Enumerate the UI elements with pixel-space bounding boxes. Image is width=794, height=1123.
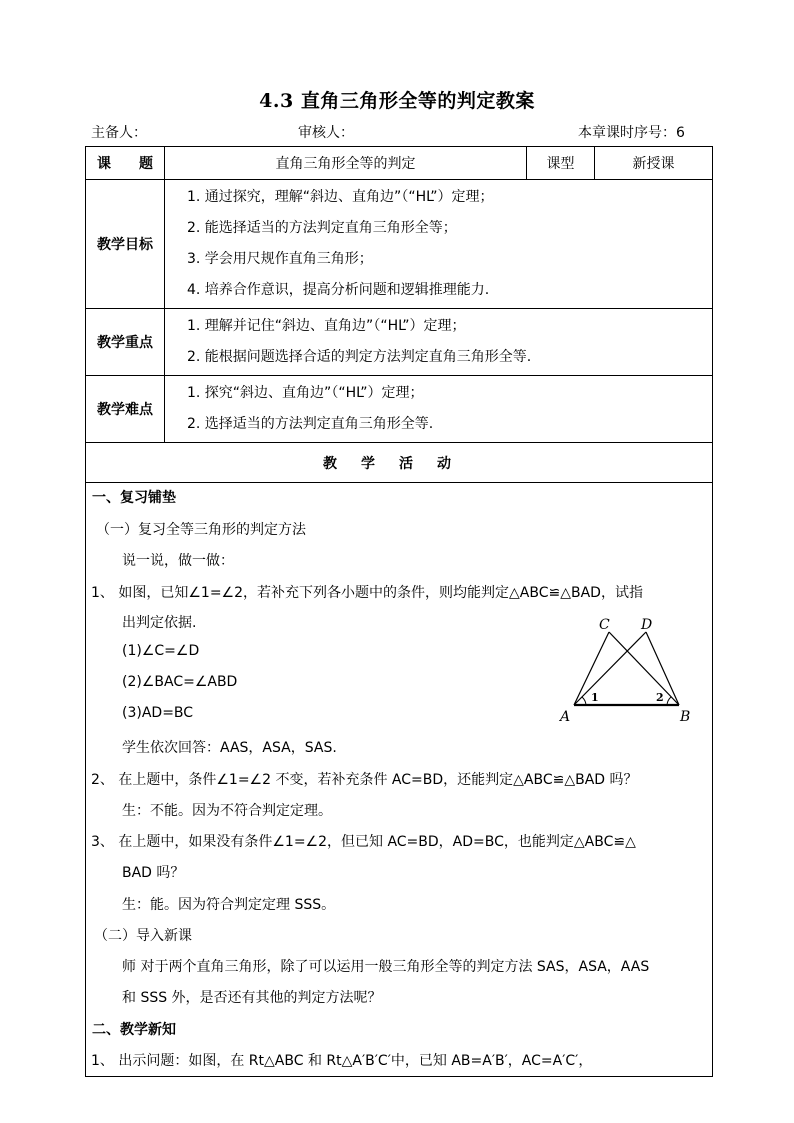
difficulty-item: 2. 选择适当的方法判定直角三角形全等. bbox=[187, 416, 434, 432]
label-a: A bbox=[560, 709, 571, 725]
teacher-line: 师 对于两个直角三角形，除了可以运用一般三角形全等的判定方法 SAS，ASA，AAS bbox=[122, 959, 650, 975]
preparer-label: 主备人： bbox=[91, 125, 147, 141]
segment-ad bbox=[574, 632, 646, 705]
activity-line: 说一说，做一做： bbox=[122, 553, 234, 569]
difficulties-label: 教学难点 bbox=[86, 376, 165, 443]
activities-body bbox=[86, 483, 713, 1077]
condition-1: (1)∠C=∠D bbox=[122, 643, 200, 659]
goals-list bbox=[165, 180, 713, 309]
key-points-label: 教学重点 bbox=[86, 309, 165, 376]
topic-row bbox=[86, 147, 713, 180]
goal-item: 4. 培养合作意识，提高分析问题和逻辑推理能力. bbox=[187, 282, 490, 298]
goal-item: 3. 学会用尺规作直角三角形； bbox=[187, 251, 373, 267]
goals-label: 教学目标 bbox=[86, 180, 165, 309]
key-point-item: 1. 理解并记住“斜边、直角边”（“HL”）定理； bbox=[187, 318, 466, 334]
section-heading: 一、复习铺垫 bbox=[92, 490, 176, 506]
label-b: B bbox=[680, 709, 691, 725]
answer-3: 生：能。因为符合判定定理 SSS。 bbox=[122, 897, 336, 913]
angle-1-arc bbox=[582, 697, 586, 705]
difficulties-list bbox=[165, 376, 713, 443]
activities-heading: 教学活动 bbox=[86, 443, 713, 483]
key-points-row bbox=[86, 309, 713, 376]
label-c: C bbox=[599, 617, 610, 633]
key-points-list bbox=[165, 309, 713, 376]
subsection-heading: （二）导入新课 bbox=[94, 928, 192, 944]
difficulty-item: 1. 探究“斜边、直角边”（“HL”）定理； bbox=[187, 385, 424, 401]
section-heading: 二、教学新知 bbox=[92, 1022, 176, 1038]
question-1-cont: 出判定依据. bbox=[122, 615, 197, 631]
triangle-figure bbox=[556, 617, 691, 729]
type-label: 课型 bbox=[527, 147, 595, 180]
question-3: 3、 在上题中，如果没有条件∠1=∠2，但已知 AC=BD，AD=BC，也能判定△ABC≌△ bbox=[91, 834, 636, 850]
topic-value: 直角三角形全等的判定 bbox=[165, 147, 527, 180]
lesson-number: 本章课时序号：6 bbox=[578, 125, 685, 141]
activities-heading-row bbox=[86, 443, 713, 483]
reviewer-label: 审核人： bbox=[298, 125, 354, 141]
activities-body-row bbox=[86, 483, 713, 1077]
angle-2-arc bbox=[667, 697, 671, 705]
subsection-heading: （一）复习全等三角形的判定方法 bbox=[96, 522, 306, 538]
label-d: D bbox=[641, 617, 653, 633]
question-3-cont: BAD 吗？ bbox=[122, 865, 185, 881]
label-angle-2: 2 bbox=[656, 691, 664, 704]
answer-line: 学生依次回答：AAS，ASA，SAS. bbox=[122, 740, 337, 756]
goal-item: 2. 能选择适当的方法判定直角三角形全等； bbox=[187, 220, 457, 236]
condition-2: (2)∠BAC=∠ABD bbox=[122, 674, 238, 690]
teacher-line-cont: 和 SSS 外，是否还有其他的判定方法呢？ bbox=[122, 990, 382, 1006]
segment-bc bbox=[609, 632, 679, 705]
label-angle-1: 1 bbox=[591, 691, 599, 704]
difficulties-row bbox=[86, 376, 713, 443]
goals-row bbox=[86, 180, 713, 309]
topic-label: 课 题 bbox=[86, 147, 165, 180]
type-value: 新授课 bbox=[595, 147, 713, 180]
key-point-item: 2. 能根据问题选择合适的判定方法判定直角三角形全等. bbox=[187, 349, 532, 365]
page-title: 4.3 直角三角形全等的判定教案 bbox=[259, 90, 535, 112]
lesson-plan-table bbox=[85, 146, 713, 1077]
new-problem: 1、 出示问题：如图，在 Rt△ABC 和 Rt△A′B′C′中，已知 AB=A′B′，AC=A′C′， bbox=[91, 1053, 593, 1069]
condition-3: (3)AD=BC bbox=[122, 705, 194, 721]
answer-2: 生：不能。因为不符合判定定理。 bbox=[122, 803, 332, 819]
goal-item: 1. 通过探究，理解“斜边、直角边”（“HL”）定理； bbox=[187, 189, 494, 205]
question-1: 1、 如图，已知∠1=∠2，若补充下列各小题中的条件，则均能判定△ABC≌△BAD，试指 bbox=[91, 585, 643, 601]
question-2: 2、 在上题中，条件∠1=∠2 不变，若补充条件 AC=BD，还能判定△ABC≌△BAD 吗？ bbox=[91, 772, 638, 788]
